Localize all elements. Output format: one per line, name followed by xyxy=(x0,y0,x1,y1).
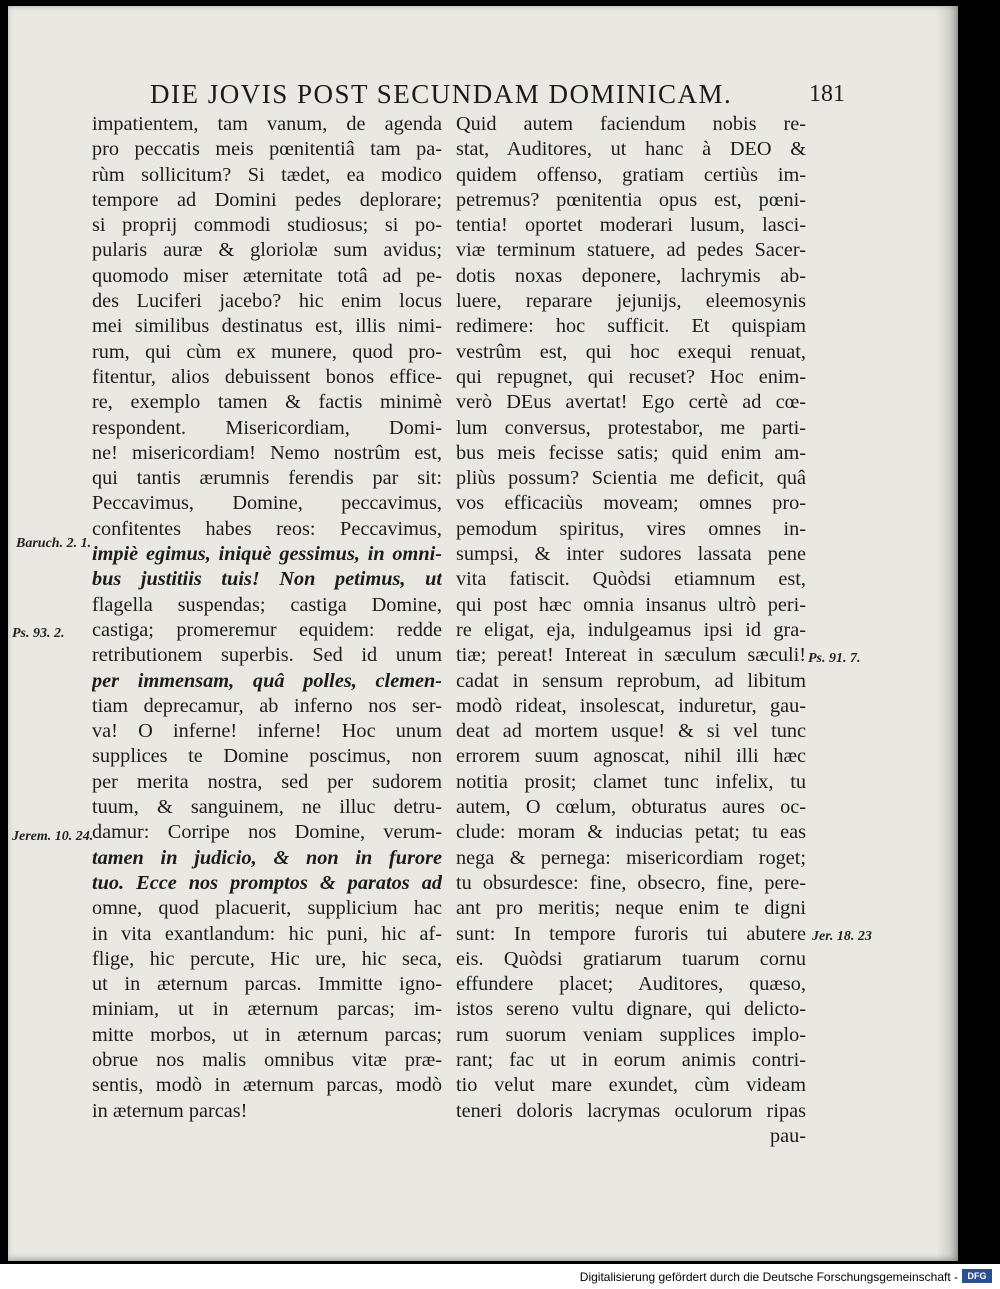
right-column-line: vestrûm est, qui hoc exequi renuat, xyxy=(456,340,806,363)
right-column-line: stat, Auditores, ut hanc à DEO & xyxy=(456,138,806,161)
left-column-line: per merita nostra, sed per sudorem xyxy=(92,770,442,793)
right-column-line: luere, reparare jejunijs, eleemosynis xyxy=(456,290,806,313)
right-column-line: re eligat, eja, indulgeamus ipsi id gra- xyxy=(456,618,806,641)
margin-note-text: Jer. 18. 23 xyxy=(812,929,872,944)
left-column-line: bus justitiis tuis! Non petimus, ut xyxy=(92,568,442,591)
header-title: DIE JOVIS POST SECUNDAM DOMINICAM. xyxy=(150,79,733,109)
left-column-line: rum, qui cùm ex munere, quod pro- xyxy=(92,340,442,363)
left-column-line: mitte morbos, ut in æternum parcas; xyxy=(92,1023,442,1046)
left-column-line: tuo. Ecce nos promptos & paratos ad xyxy=(92,871,442,894)
left-column-line: in æternum parcas! xyxy=(92,1099,248,1122)
left-column-line: omne, quod placuerit, supplicium hac xyxy=(92,897,442,920)
right-column-line: pau- xyxy=(769,1124,806,1147)
right-column-line: sumpsi, & inter sudores lassata pene xyxy=(456,543,806,566)
right-column-line: qui repugnet, qui recuset? Hoc enim- xyxy=(456,365,806,388)
right-column-line: nega & pernega: misericordiam roget; xyxy=(456,846,806,869)
right-column-line: modò rideat, insolescat, induretur, gau- xyxy=(456,694,806,717)
margin-note-baruch xyxy=(16,535,91,553)
left-column-line: sentis, modò in æternum parcas, modò xyxy=(92,1074,442,1097)
right-column-line: rum suorum veniam supplices implo- xyxy=(456,1023,806,1046)
right-column-line: vos efficaciùs moveam; omnes pro- xyxy=(456,492,806,515)
right-column-line: qui post hæc omnia insanus ultrò peri- xyxy=(456,593,806,616)
right-column-line: sunt: In tempore furoris tui abutere xyxy=(456,922,806,945)
left-column-line: obrue nos malis omnibus vitæ præ- xyxy=(92,1048,442,1071)
right-text-column xyxy=(456,112,806,1149)
right-column-line: deat ad mortem usque! & si vel tunc xyxy=(456,720,806,743)
right-column-line: verò DEus avertat! Ego certè ad cœ- xyxy=(456,391,806,414)
right-column-line: pemodum spiritus, vires omnes in- xyxy=(456,517,806,540)
right-column-line: ant pro meritis; neque enim te digni xyxy=(456,897,806,920)
footer-bar xyxy=(0,1264,1000,1289)
right-column-line: effundere placet; Auditores, quæso, xyxy=(456,973,806,996)
margin-note-ps91 xyxy=(808,650,861,668)
right-column-line: petremus? pœnitentia opus est, pœni- xyxy=(456,188,806,211)
right-column-line: tu obsurdesce: fine, obsecro, fine, pere- xyxy=(456,871,806,894)
right-column-line: pliùs possum? Scientia me deficit, quâ xyxy=(456,467,806,490)
left-column-line: fitentur, alios debuissent bonos effice- xyxy=(92,365,442,388)
right-column-line: notitia prosit; clamet tunc infelix, tu xyxy=(456,770,806,793)
left-column-line: miniam, ut in æternum parcas; im- xyxy=(92,998,442,1021)
right-column-line: Quid autem faciendum nobis re- xyxy=(456,113,806,135)
left-column-line: tamen in judicio, & non in furore xyxy=(92,846,442,869)
margin-note-text: Ps. 93. 2. xyxy=(12,626,65,641)
page-number: 181 xyxy=(809,81,845,107)
left-column-line: rùm sollicitum? Si tædet, ea modico xyxy=(92,163,442,186)
left-column-line: supplices te Domine poscimus, non xyxy=(92,745,442,768)
right-column-line: bus meis fecisse satis; quid enim am- xyxy=(456,441,806,464)
right-column-line: istos sereno vultu dignare, qui delicto- xyxy=(456,998,806,1021)
left-column-line: tiam deprecamur, ab inferno nos ser- xyxy=(92,694,442,717)
right-column-line: rant; fac ut in eorum animis contri- xyxy=(456,1048,806,1071)
left-column-line: impiè egimus, iniquè gessimus, in omni- xyxy=(92,543,442,566)
digitization-credit: Digitalisierung gefördert durch die Deutsche Forschungsgemeinschaft - xyxy=(579,1270,958,1284)
right-column-line: lum conversus, protestabor, me parti- xyxy=(456,416,806,439)
right-column-line: dotis noxas deponere, lachrymis ab- xyxy=(456,264,806,287)
left-column-line: qui tantis ærumnis ferendis par sit: xyxy=(92,467,442,490)
left-column-line: per immensam, quâ polles, clemen- xyxy=(92,669,442,692)
dfg-logo: DFG xyxy=(962,1269,992,1283)
right-column-line: cadat in sensum reprobum, ad libitum xyxy=(456,669,806,692)
left-column-line: ne! misericordiam! Nemo nostrûm est, xyxy=(92,441,442,464)
left-text-column xyxy=(92,112,442,1124)
margin-note-jerem xyxy=(12,828,93,846)
right-column-line: clude: moram & inducias petat; tu eas xyxy=(456,821,806,844)
left-column-line: quomodo miser æternitate totâ ad pe- xyxy=(92,264,442,287)
right-column-line: errorem suum agnoscat, nihil illi hæc xyxy=(456,745,806,768)
margin-note-jer18 xyxy=(812,928,872,946)
left-column-line: retributionem superbis. Sed id unum xyxy=(92,644,442,667)
margin-note-text: Jerem. 10. 24. xyxy=(12,829,94,844)
left-column-line: castiga; promeremur equidem: redde xyxy=(92,618,442,641)
right-column-line: tentia! oportet moderari lusum, lasci- xyxy=(456,214,806,237)
left-column-line: tempore ad Domini pedes deplorare; xyxy=(92,188,442,211)
left-column-line: flige, hic percute, Hic ure, hic seca, xyxy=(92,947,442,970)
margin-note-text: Baruch. 2. 1. xyxy=(16,536,92,551)
right-column-line: autem, O cœlum, obturatus aures oc- xyxy=(456,796,806,819)
right-column-line: eis. Quòdsi gratiarum tuarum cornu xyxy=(456,947,806,970)
left-column-line: respondent. Misericordiam, Domi- xyxy=(92,416,442,439)
left-column-line: tuum, & sanguinem, ne illuc detru- xyxy=(92,796,442,819)
left-column-line: ut in æternum parcas. Immitte igno- xyxy=(92,973,442,996)
left-column-line: impatientem, tam vanum, de agenda xyxy=(92,113,442,135)
left-column-line: mei similibus destinatus est, illis nimi- xyxy=(92,315,442,338)
right-column-line: teneri doloris lacrymas oculorum ripas xyxy=(456,1099,806,1122)
margin-note-text: Ps. 91. 7. xyxy=(808,651,861,666)
left-column-line: si proprij commodi studiosus; si po- xyxy=(92,214,442,237)
margin-note-ps93 xyxy=(12,625,65,643)
left-column-line: des Luciferi jacebo? hic enim locus xyxy=(92,290,442,313)
right-column-line: tiæ; pereat! Intereat in sæculum sæculi! xyxy=(456,644,806,667)
right-column-line: viæ terminum statuere, ad pedes Sacer- xyxy=(456,239,806,262)
left-column-line: Peccavimus, Domine, peccavimus, xyxy=(92,492,442,515)
left-column-line: flagella suspendas; castiga Domine, xyxy=(92,593,442,616)
left-column-line: in vita exantlandum: hic puni, hic af- xyxy=(92,922,442,945)
right-column-line: vita fatiscit. Quòdsi etiamnum est, xyxy=(456,568,806,591)
left-column-line: re, exemplo tamen & factis minimè xyxy=(92,391,442,414)
right-column-line: quidem offenso, gratiam certiùs im- xyxy=(456,163,806,186)
left-column-line: va! O inferne! inferne! Hoc unum xyxy=(92,720,442,743)
running-header xyxy=(140,79,845,115)
right-column-line: redimere: hoc sufficit. Et quispiam xyxy=(456,315,806,338)
left-column-line: damur: Corripe nos Domine, verum- xyxy=(92,821,442,844)
left-column-line: confitentes habes reos: Peccavimus, xyxy=(92,517,442,540)
right-column-line: tio velut mare exundet, cùm videam xyxy=(456,1074,806,1097)
left-column-line: pro peccatis meis pœnitentiâ tam pa- xyxy=(92,138,442,161)
left-column-line: pularis auræ & gloriolæ sum avidus; xyxy=(92,239,442,262)
